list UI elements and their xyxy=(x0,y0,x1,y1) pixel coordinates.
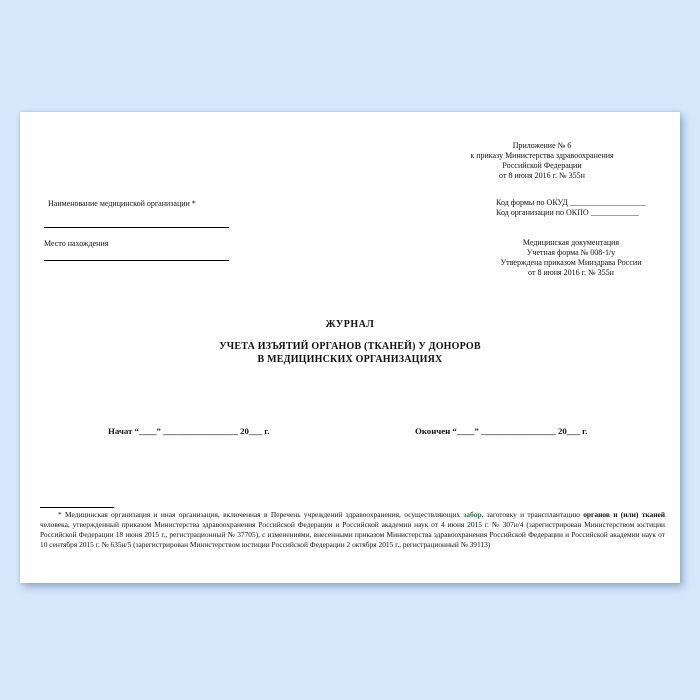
okpo-code-row xyxy=(496,208,646,218)
okud-label: Код формы по ОКУД xyxy=(496,198,568,207)
footnote-part3: человека, утвержденный приказом Министерства здравоохранения Российской Федерации и Российской академии наук от 4 июня 2015 г. № 307н/4 (зарегистрирован Министерством юстиции Российской Федерации 18 июня 2015 г., регистрационный № 37705), с изменениями, внесенными приказом Министерства здравоохранения Российской Федерации и Российской академии наук от 10 сентября 2015 г. № 635н/5 (зарегистрирован Министерством юстиции Российской Федерации 2 октября 2015 г., регистрационный № 39113) xyxy=(40,520,665,549)
okud-code-row xyxy=(496,198,646,208)
footnote-separator-line xyxy=(40,507,114,508)
journal-finished-field: Окончен “____” _________________ 20___ г. xyxy=(415,426,588,436)
footnote-text xyxy=(40,510,665,550)
footnote-part2: , заготовку и трансплантацию xyxy=(481,510,584,519)
doc-approval-line: Утверждена приказом Минздрава России xyxy=(500,258,642,267)
appendix-line: к приказу Министерства здравоохранения xyxy=(470,151,614,160)
appendix-reference-block xyxy=(416,141,668,181)
form-codes-block xyxy=(496,198,646,218)
appendix-line: Российской Федерации xyxy=(502,161,582,170)
doc-approval-block xyxy=(476,238,666,278)
doc-approval-line: Медицинская документация xyxy=(522,238,620,247)
org-location-label: Место нахождения xyxy=(44,239,109,248)
okud-blank-field: ___________________ xyxy=(569,198,646,207)
doc-approval-line: Учетная форма № 008-1/у xyxy=(526,248,616,257)
journal-subtitle-line: УЧЕТА ИЗЪЯТИЙ ОРГАНОВ (ТКАНЕЙ) У ДОНОРОВ xyxy=(219,341,481,352)
doc-approval-line: от 8 июня 2016 г. № 355н xyxy=(528,268,614,277)
journal-subtitle-line: В МЕДИЦИНСКИХ ОРГАНИЗАЦИЯХ xyxy=(257,353,443,365)
journal-subtitle xyxy=(20,341,680,366)
journal-title: ЖУРНАЛ xyxy=(325,319,375,330)
org-location-blank-line xyxy=(44,248,229,261)
appendix-line: Приложение № 6 xyxy=(512,141,572,150)
okpo-label: Код организации по ОКПО xyxy=(496,208,589,217)
footnote-term-link[interactable]: забор xyxy=(463,510,482,519)
document-page xyxy=(20,112,680,583)
org-name-blank-line xyxy=(44,215,229,228)
journal-started-field: Начат “____” _________________ 20___ г. xyxy=(108,426,270,436)
org-name-label: Наименование медицинской организации * xyxy=(48,199,196,208)
okpo-blank-field: ____________ xyxy=(590,208,639,217)
footnote-part1: * Медицинская организация и иная организация, включенная в Перечень учреждений здравоохранения, осуществляющих xyxy=(58,510,464,519)
footnote-bold-term: органов и (или) тканей xyxy=(583,510,665,519)
appendix-line: от 8 июня 2016 г. № 355н xyxy=(499,171,585,180)
